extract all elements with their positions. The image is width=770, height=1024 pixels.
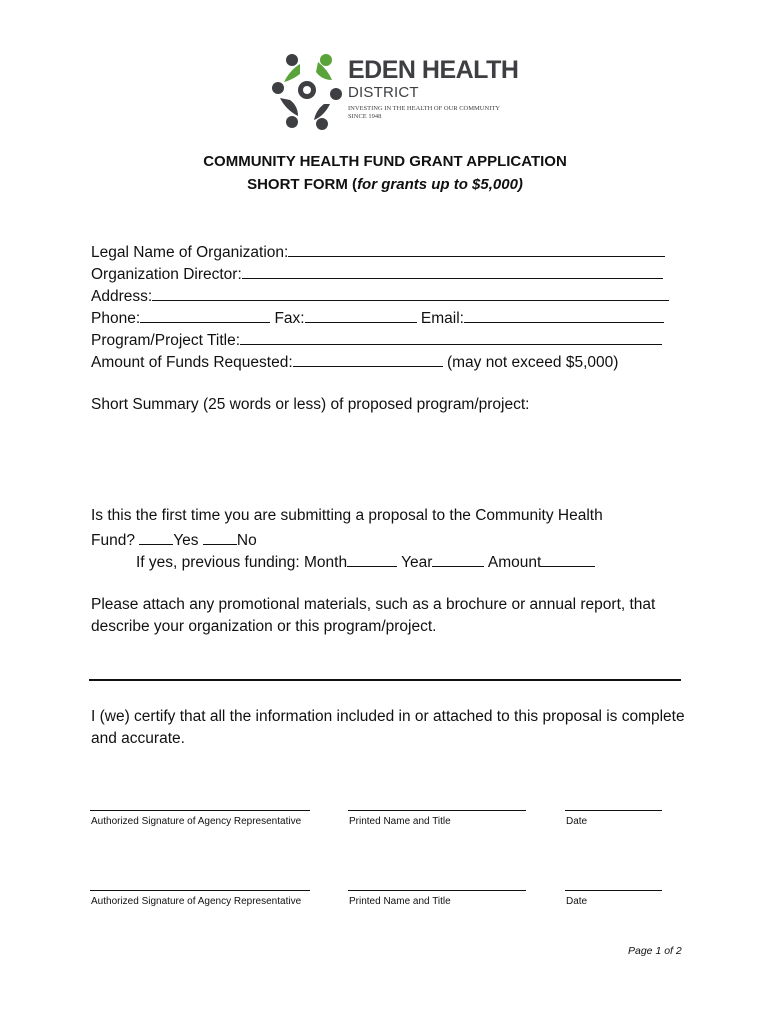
- signature-line-2[interactable]: [90, 890, 310, 891]
- fax-field[interactable]: [305, 307, 417, 323]
- legal-name-field[interactable]: [288, 241, 665, 257]
- first-time-question-end: Fund?: [91, 532, 135, 549]
- previous-month-label: If yes, previous funding: Month: [136, 554, 348, 571]
- signature-label-2: Authorized Signature of Agency Representative: [91, 896, 302, 907]
- phone-label: Phone:: [91, 310, 141, 327]
- subtitle-italic: for grants up to $5,000): [357, 176, 523, 193]
- legal-name-label: Legal Name of Organization:: [91, 244, 289, 261]
- printed-name-line-1[interactable]: [348, 810, 526, 811]
- legal-name-row: [91, 241, 665, 262]
- previous-amount-label: Amount: [487, 554, 542, 571]
- printed-name-label-1: Printed Name and Title: [349, 816, 451, 827]
- project-title-label: Program/Project Title:: [91, 332, 241, 349]
- printed-name-label-2: Printed Name and Title: [349, 896, 451, 907]
- no-blank[interactable]: [203, 529, 237, 545]
- contact-row: [91, 307, 664, 328]
- amount-label: Amount of Funds Requested:: [91, 354, 293, 371]
- director-row: [91, 263, 663, 284]
- project-title-field[interactable]: [240, 329, 662, 345]
- form-title: COMMUNITY HEALTH FUND GRANT APPLICATION: [203, 153, 567, 170]
- address-field[interactable]: [152, 285, 669, 301]
- previous-year-field[interactable]: [432, 551, 484, 567]
- summary-label: Short Summary (25 words or less) of proposed program/project:: [91, 396, 530, 413]
- summary-field[interactable]: [91, 420, 681, 500]
- yes-blank[interactable]: [139, 529, 173, 545]
- director-label: Organization Director:: [91, 266, 242, 283]
- email-label: Email:: [420, 310, 464, 327]
- date-label-1: Date: [566, 816, 588, 827]
- section-divider: [89, 679, 681, 681]
- previous-month-field[interactable]: [347, 551, 397, 567]
- attach-instructions: Please attach any promotional materials, such as a brochure or annual report, that describe your organization or this program/project.: [91, 596, 656, 635]
- director-field[interactable]: [242, 263, 663, 279]
- page-number: Page 1 of 2: [628, 945, 682, 957]
- previous-amount-field[interactable]: [541, 551, 595, 567]
- date-label-2: Date: [566, 896, 588, 907]
- project-title-row: [91, 329, 662, 350]
- previous-funding-row: [136, 551, 595, 572]
- yes-label: Yes: [173, 532, 199, 549]
- address-label: Address:: [91, 288, 153, 305]
- certification-text: I (we) certify that all the information included in or attached to this proposal is complete and accurate.: [91, 708, 685, 747]
- form-subtitle: [0, 176, 770, 193]
- amount-row: [91, 351, 618, 372]
- amount-note: (may not exceed $5,000): [446, 354, 619, 371]
- date-line-2[interactable]: [565, 890, 662, 891]
- fax-label: Fax:: [274, 310, 305, 327]
- phone-field[interactable]: [140, 307, 270, 323]
- logo-tagline-1: INVESTING IN THE HEALTH OF OUR COMMUNITY: [348, 105, 501, 112]
- logo-district: DISTRICT: [348, 84, 419, 101]
- logo-name: EDEN HEALTH: [348, 56, 519, 84]
- logo-tagline: [348, 105, 500, 121]
- signature-label-1: Authorized Signature of Agency Representative: [91, 816, 302, 827]
- printed-name-line-2[interactable]: [348, 890, 526, 891]
- subtitle-prefix: SHORT FORM (: [247, 176, 358, 193]
- first-time-question: Is this the first time you are submitting a proposal to the Community Health: [91, 507, 603, 524]
- signature-line-1[interactable]: [90, 810, 310, 811]
- no-label: No: [236, 532, 257, 549]
- address-row: [91, 285, 669, 306]
- amount-field[interactable]: [293, 351, 443, 367]
- eden-health-logo: [270, 50, 519, 130]
- logo-tagline-2: SINCE 1948: [348, 113, 382, 120]
- previous-year-label: Year: [401, 554, 433, 571]
- first-time-answer-row: [91, 529, 257, 550]
- email-field[interactable]: [464, 307, 664, 323]
- logo-mark-icon: [270, 50, 344, 130]
- date-line-1[interactable]: [565, 810, 662, 811]
